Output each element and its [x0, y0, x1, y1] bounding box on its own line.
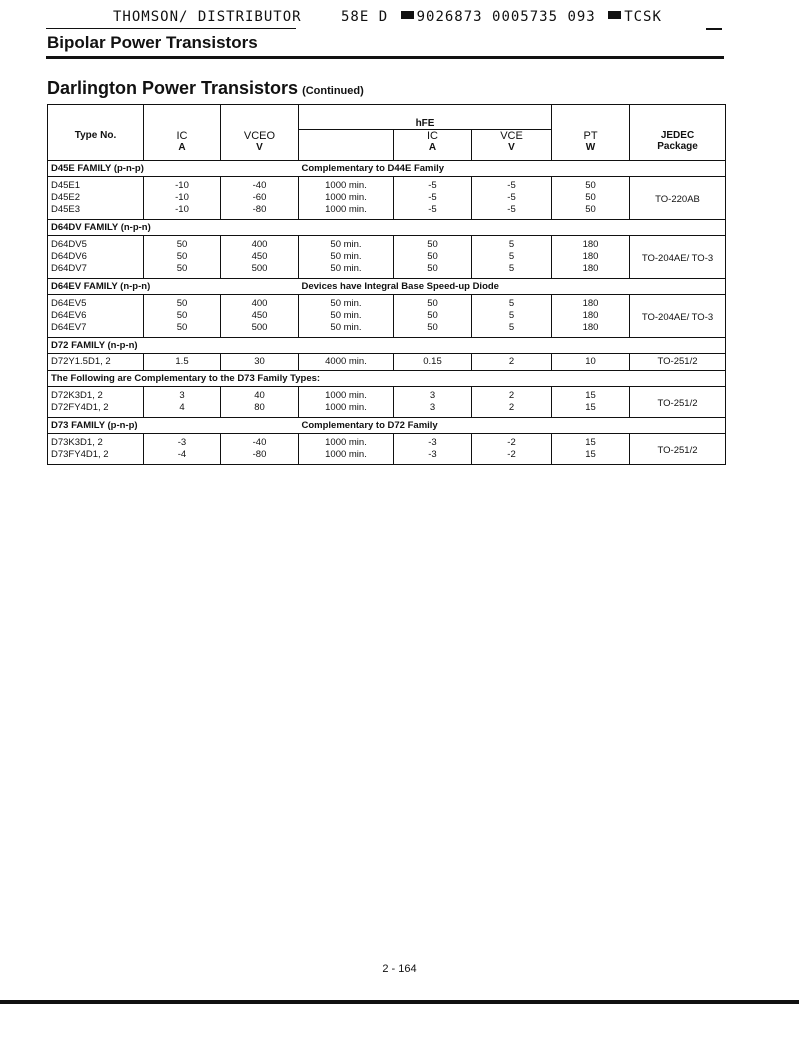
- cell-pt: 50: [552, 192, 630, 204]
- cell-vceo: 450: [221, 310, 299, 322]
- cell-pt: 180: [552, 322, 630, 338]
- header-ic-top: [144, 105, 221, 130]
- catalog-code-stamp: [341, 9, 662, 25]
- header-jedec-top: [630, 105, 726, 130]
- cell-hfe-ic: -5: [394, 177, 472, 193]
- header-jedec-sub: Package: [657, 140, 698, 152]
- cell-hfe-vce: 2: [472, 387, 552, 403]
- table-row: [48, 204, 726, 220]
- cell-hfe: 1000 min.: [299, 402, 394, 418]
- cell-pt: 10: [552, 354, 630, 371]
- cell-ic: 4: [144, 402, 221, 418]
- cell-hfe-ic: 50: [394, 295, 472, 311]
- cell-ic: 50: [144, 295, 221, 311]
- page-title-text: Darlington Power Transistors: [47, 78, 299, 98]
- cell-pt: 180: [552, 251, 630, 263]
- header-ic-label: IC: [176, 129, 188, 142]
- cell-hfe-vce: -2: [472, 434, 552, 450]
- cell-pt: 15: [552, 387, 630, 403]
- cell-type: D64DV7: [48, 263, 144, 279]
- cell-hfe-vce: 5: [472, 251, 552, 263]
- cell-type: D72FY4D1, 2: [48, 402, 144, 418]
- page-title-suffix: (Continued): [302, 85, 364, 97]
- family-note: Devices have Integral Base Speed-up Diode: [299, 279, 726, 295]
- cell-hfe-ic: 50: [394, 310, 472, 322]
- header-hfe-vce: [472, 130, 552, 161]
- cell-package: TO-251/2: [630, 354, 726, 371]
- cell-package: TO-251/2: [630, 434, 726, 465]
- cell-vceo: -40: [221, 434, 299, 450]
- spec-table: [47, 104, 726, 465]
- section-title: Bipolar Power Transistors: [47, 33, 258, 52]
- cell-pt: 180: [552, 295, 630, 311]
- spec-body: [48, 161, 726, 465]
- family-label: D72 FAMILY (n-p-n): [48, 338, 726, 354]
- cell-hfe-ic: -3: [394, 449, 472, 465]
- cell-vceo: -60: [221, 192, 299, 204]
- cell-vceo: -40: [221, 177, 299, 193]
- cell-hfe: 50 min.: [299, 236, 394, 252]
- cell-ic: 1.5: [144, 354, 221, 371]
- stamp-code-3: TCSK: [624, 9, 662, 25]
- table-row: [48, 434, 726, 450]
- cell-hfe-ic: -5: [394, 204, 472, 220]
- cell-hfe-ic: 50: [394, 236, 472, 252]
- table-row: [48, 387, 726, 403]
- cell-ic: 50: [144, 263, 221, 279]
- table-row: [48, 402, 726, 418]
- cell-pt: 50: [552, 177, 630, 193]
- header-pt-label: PT: [583, 129, 598, 142]
- cell-hfe: 1000 min.: [299, 192, 394, 204]
- cell-type: D45E2: [48, 192, 144, 204]
- cell-hfe-ic: 3: [394, 387, 472, 403]
- cell-ic: -3: [144, 434, 221, 450]
- cell-hfe-ic: 50: [394, 263, 472, 279]
- cell-ic: 50: [144, 322, 221, 338]
- header-hfe: hFE: [299, 105, 552, 130]
- cell-hfe-vce: -2: [472, 449, 552, 465]
- header-pt-top: [552, 105, 630, 130]
- cell-vceo: -80: [221, 204, 299, 220]
- cell-type: D64EV7: [48, 322, 144, 338]
- cell-vceo: 40: [221, 387, 299, 403]
- header-vceo: [221, 130, 299, 161]
- cell-hfe: 50 min.: [299, 251, 394, 263]
- cell-vceo: 30: [221, 354, 299, 371]
- cell-vceo: 450: [221, 251, 299, 263]
- cell-vceo: 80: [221, 402, 299, 418]
- cell-hfe: 1000 min.: [299, 449, 394, 465]
- stamp-code-2: 9026873 0005735 093: [416, 9, 596, 25]
- header-vceo-top: [221, 105, 299, 130]
- family-note: Complementary to D44E Family: [299, 161, 726, 177]
- cell-hfe-vce: 2: [472, 402, 552, 418]
- cell-ic: 50: [144, 236, 221, 252]
- cell-hfe: 50 min.: [299, 322, 394, 338]
- distributor-stamp: THOMSON/ DISTRIBUTOR: [113, 9, 302, 25]
- cell-vceo: 500: [221, 322, 299, 338]
- cell-hfe-ic: 50: [394, 251, 472, 263]
- cell-hfe: 4000 min.: [299, 354, 394, 371]
- cell-hfe-ic: 50: [394, 322, 472, 338]
- header-type: Type No.: [48, 130, 144, 161]
- cell-ic: -10: [144, 192, 221, 204]
- cell-ic: -10: [144, 204, 221, 220]
- cell-pt: 15: [552, 402, 630, 418]
- header-ic-unit: A: [178, 141, 186, 153]
- stamp-code-1: 58E D: [341, 9, 389, 25]
- cell-pt: 15: [552, 449, 630, 465]
- family-row: [48, 418, 726, 434]
- header-pt: [552, 130, 630, 161]
- family-row: [48, 279, 726, 295]
- page-number: 2 - 164: [382, 963, 417, 975]
- page-title: [47, 78, 364, 99]
- section-rule: [46, 56, 724, 59]
- table-row: [48, 354, 726, 371]
- cell-hfe-ic: 3: [394, 402, 472, 418]
- cell-hfe: 50 min.: [299, 295, 394, 311]
- cell-pt: 15: [552, 434, 630, 450]
- cell-type: D72Y1.5D1, 2: [48, 354, 144, 371]
- table-row: [48, 322, 726, 338]
- cell-hfe-vce: 5: [472, 322, 552, 338]
- cell-ic: -4: [144, 449, 221, 465]
- cell-type: D73FY4D1, 2: [48, 449, 144, 465]
- cell-vceo: 400: [221, 236, 299, 252]
- stamp-block-mark: [608, 11, 621, 19]
- cell-hfe: 1000 min.: [299, 387, 394, 403]
- cell-hfe: 50 min.: [299, 310, 394, 322]
- header-pt-unit: W: [585, 141, 596, 153]
- family-label: D64DV FAMILY (n-p-n): [48, 220, 726, 236]
- stamp-block-mark: [401, 11, 414, 19]
- family-label: The Following are Complementary to the D73 Family Types:: [48, 371, 726, 387]
- cell-vceo: 500: [221, 263, 299, 279]
- family-row: [48, 161, 726, 177]
- cell-type: D45E3: [48, 204, 144, 220]
- cell-hfe-vce: 5: [472, 263, 552, 279]
- cell-package: TO-204AE/ TO-3: [630, 236, 726, 279]
- cell-type: D64DV5: [48, 236, 144, 252]
- cell-ic: -10: [144, 177, 221, 193]
- family-note: Complementary to D72 Family: [299, 418, 726, 434]
- header-rule: [46, 28, 296, 29]
- family-row: [48, 220, 726, 236]
- cell-type: D45E1: [48, 177, 144, 193]
- cell-vceo: -80: [221, 449, 299, 465]
- cell-type: D64EV6: [48, 310, 144, 322]
- cell-hfe: 1000 min.: [299, 177, 394, 193]
- cell-type: D64DV6: [48, 251, 144, 263]
- cell-ic: 3: [144, 387, 221, 403]
- cell-type: D73K3D1, 2: [48, 434, 144, 450]
- cell-hfe-vce: 2: [472, 354, 552, 371]
- cell-hfe: 1000 min.: [299, 434, 394, 450]
- family-row: [48, 371, 726, 387]
- family-label: D64EV FAMILY (n-p-n): [48, 279, 299, 295]
- bottom-rule: [0, 1000, 799, 1004]
- header-jedec: [630, 130, 726, 161]
- cell-pt: 50: [552, 204, 630, 220]
- cell-type: D72K3D1, 2: [48, 387, 144, 403]
- table-row: [48, 192, 726, 204]
- cell-hfe-vce: 5: [472, 310, 552, 322]
- header-ic: [144, 130, 221, 161]
- cell-vceo: 400: [221, 295, 299, 311]
- cell-ic: 50: [144, 251, 221, 263]
- cell-hfe-vce: 5: [472, 236, 552, 252]
- cell-pt: 180: [552, 236, 630, 252]
- family-label: D73 FAMILY (p-n-p): [48, 418, 299, 434]
- cell-type: D64EV5: [48, 295, 144, 311]
- header-jedec-label: JEDEC: [660, 129, 695, 141]
- cell-hfe: 1000 min.: [299, 204, 394, 220]
- cell-pt: 180: [552, 263, 630, 279]
- table-row: [48, 251, 726, 263]
- family-label: D45E FAMILY (p-n-p): [48, 161, 299, 177]
- table-row: [48, 263, 726, 279]
- header-hfe-ic: [394, 130, 472, 161]
- cell-pt: 180: [552, 310, 630, 322]
- cell-package: TO-251/2: [630, 387, 726, 418]
- header-vceo-label: VCEO: [243, 129, 276, 142]
- table-row: [48, 449, 726, 465]
- stamp-dash: [706, 28, 722, 30]
- table-row: [48, 310, 726, 322]
- header-hfe-vce-label: VCE: [500, 130, 523, 142]
- cell-hfe-ic: 0.15: [394, 354, 472, 371]
- table-row: [48, 295, 726, 311]
- table-row: [48, 236, 726, 252]
- cell-hfe-ic: -3: [394, 434, 472, 450]
- header-hfe-ic-label: IC: [427, 130, 438, 142]
- cell-hfe-ic: -5: [394, 192, 472, 204]
- header-hfe-vce-unit: V: [508, 142, 515, 153]
- cell-hfe-vce: -5: [472, 204, 552, 220]
- header-hfe-ic-unit: A: [428, 142, 437, 153]
- cell-hfe-vce: -5: [472, 177, 552, 193]
- header-type-top: [48, 105, 144, 130]
- cell-package: TO-204AE/ TO-3: [630, 295, 726, 338]
- cell-ic: 50: [144, 310, 221, 322]
- family-row: [48, 338, 726, 354]
- cell-package: TO-220AB: [630, 177, 726, 220]
- cell-hfe-vce: -5: [472, 192, 552, 204]
- header-hfe-value: [299, 130, 394, 161]
- header-vceo-unit: V: [256, 141, 263, 153]
- cell-hfe: 50 min.: [299, 263, 394, 279]
- table-row: [48, 177, 726, 193]
- cell-hfe-vce: 5: [472, 295, 552, 311]
